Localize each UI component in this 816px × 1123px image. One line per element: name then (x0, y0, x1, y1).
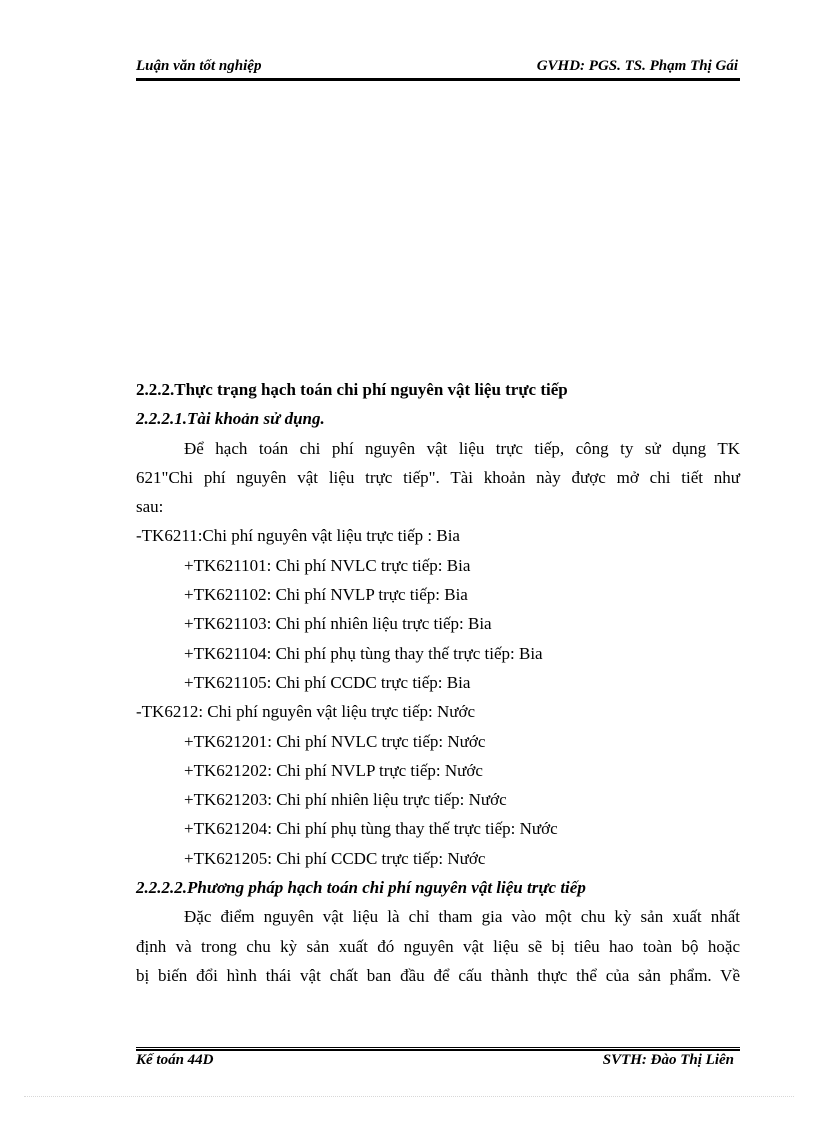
account-item: +TK621205: Chi phí CCDC trực tiếp: Nước (184, 848, 486, 868)
paragraph-line: sau: (136, 497, 164, 517)
account-main-bia: -TK6211:Chi phí nguyên vật liệu trực tiếp : Bia (136, 526, 460, 546)
header-divider (136, 78, 740, 81)
account-item: +TK621102: Chi phí NVLP trực tiếp: Bia (184, 585, 468, 605)
account-item: +TK621103: Chi phí nhiên liệu trực tiếp: Bia (184, 614, 492, 634)
page-bottom-edge (24, 1096, 794, 1097)
account-item: +TK621104: Chi phí phụ tùng thay thế trực tiếp: Bia (184, 643, 543, 663)
paragraph-line: bị biến đổi hình thái vật chất ban đầu để cấu thành thực thể của sản phẩm. Về (136, 965, 740, 985)
subsection-heading-method: 2.2.2.2.Phương pháp hạch toán chi phí nguyên vật liệu trực tiếp (136, 878, 586, 898)
footer-student: SVTH: Đào Thị Liên (602, 1052, 734, 1068)
account-item: +TK621101: Chi phí NVLC trực tiếp: Bia (184, 555, 471, 575)
footer-divider (136, 1047, 740, 1051)
paragraph-line: Đặc điểm nguyên vật liệu là chỉ tham gia vào một chu kỳ sản xuất nhất (184, 907, 740, 927)
account-main-nuoc: -TK6212: Chi phí nguyên vật liệu trực tiếp: Nước (136, 702, 476, 722)
subsection-heading-accounts: 2.2.2.1.Tài khoản sử dụng. (136, 409, 325, 429)
paragraph-line: định và trong chu kỳ sản xuất đó nguyên vật liệu sẽ bị tiêu hao toàn bộ hoặc (136, 936, 740, 956)
account-item: +TK621202: Chi phí NVLP trực tiếp: Nước (184, 760, 483, 780)
document-body (136, 375, 740, 990)
account-item: +TK621105: Chi phí CCDC trực tiếp: Bia (184, 672, 471, 692)
account-item: +TK621201: Chi phí NVLC trực tiếp: Nước (184, 731, 486, 751)
header-advisor: GVHD: PGS. TS. Phạm Thị Gái (536, 58, 738, 74)
header-thesis-label: Luận văn tốt nghiệp (136, 58, 262, 74)
page-header (136, 58, 740, 78)
footer-class-label: Kế toán 44D (136, 1052, 214, 1068)
account-item: +TK621204: Chi phí phụ tùng thay thế trực tiếp: Nước (184, 819, 558, 839)
paragraph-line: Để hạch toán chi phí nguyên vật liệu trực tiếp, công ty sử dụng TK (184, 438, 740, 458)
paragraph-line: 621"Chi phí nguyên vật liệu trực tiếp". Tài khoản này được mở chi tiết như (136, 467, 740, 487)
account-item: +TK621203: Chi phí nhiên liệu trực tiếp: Nước (184, 790, 507, 810)
section-heading: 2.2.2.Thực trạng hạch toán chi phí nguyên vật liệu trực tiếp (136, 380, 568, 399)
page-footer (136, 1052, 740, 1072)
